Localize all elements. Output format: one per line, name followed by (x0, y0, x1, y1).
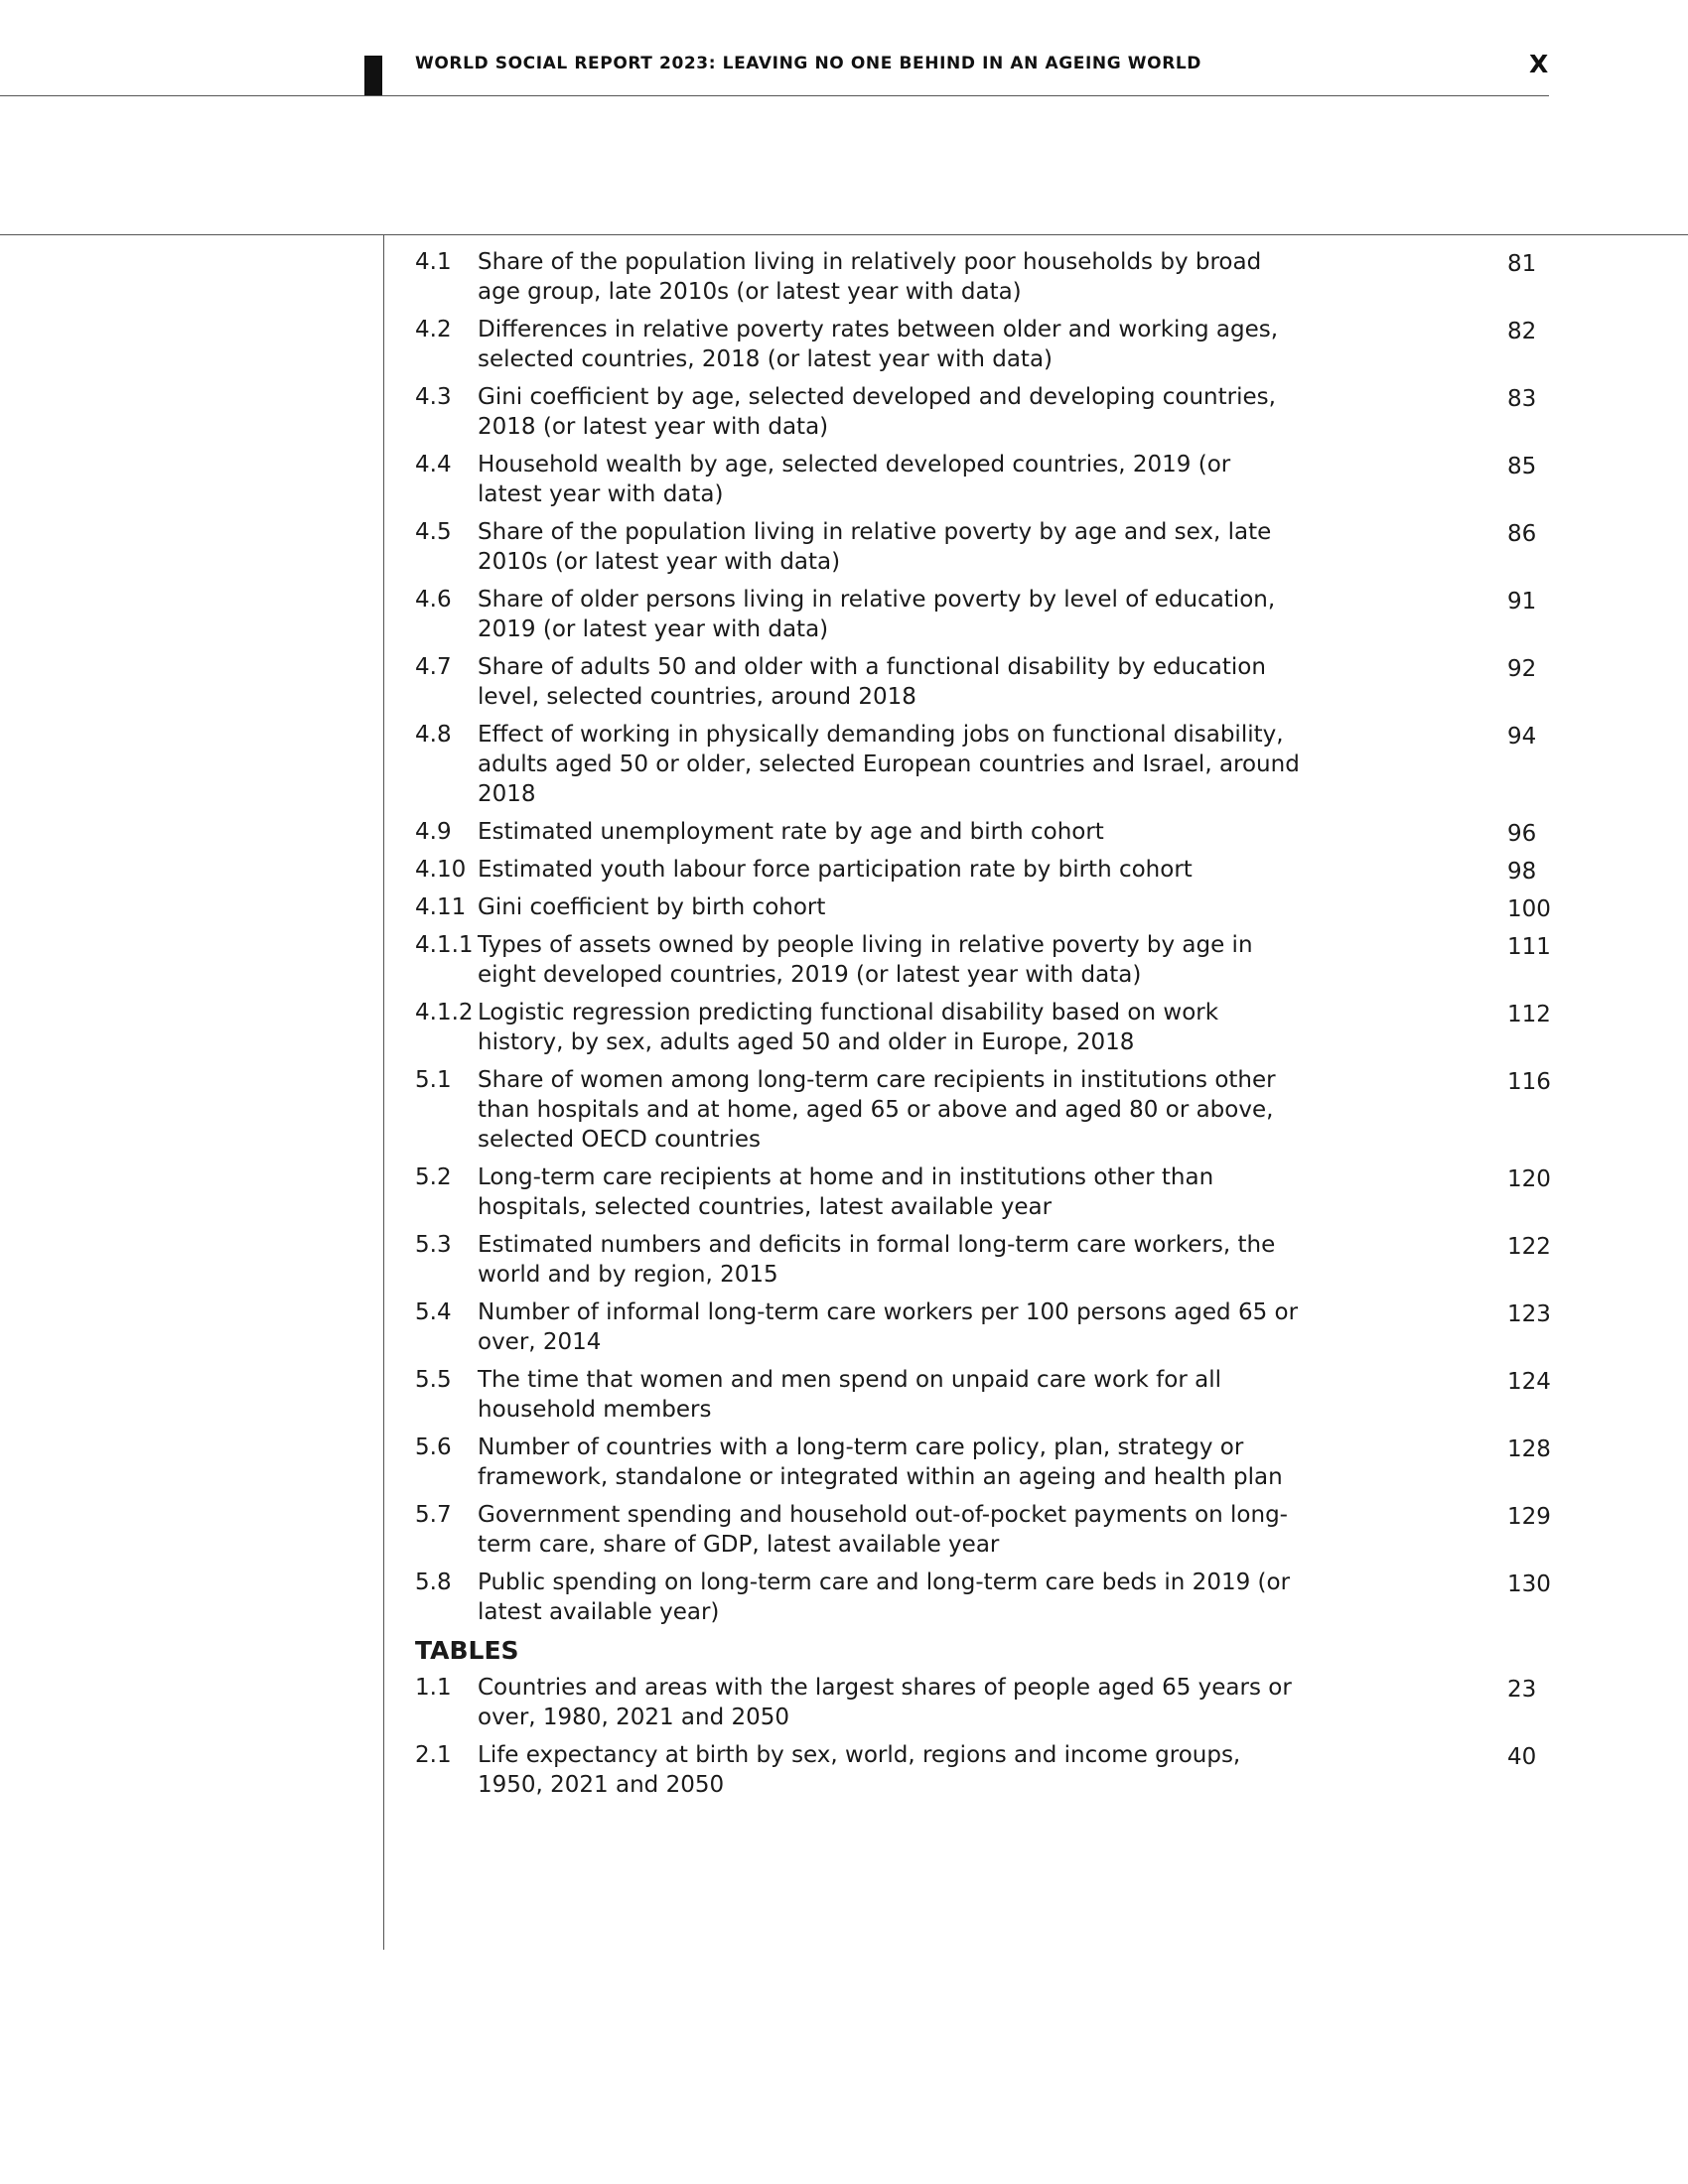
entry-title: Effect of working in physically demanding jobs on functional disability, adults aged 50 or older, selected European countries and Israel, around 2018 (478, 722, 1300, 807)
toc-entry[interactable] (415, 315, 1547, 374)
entry-title: Number of countries with a long-term care policy, plan, strategy or framework, standalone or integrated within an ageing and health plan (478, 1434, 1283, 1490)
entry-number: 4.4 (415, 452, 452, 478)
list-of-figures-and-tables (415, 247, 1551, 1808)
toc-entry[interactable] (415, 855, 1547, 885)
entry-number: 4.10 (415, 857, 467, 883)
entry-title: Household wealth by age, selected developed countries, 2019 (or latest year with data) (478, 452, 1231, 507)
entry-page-number: 130 (1507, 1571, 1551, 1597)
entry-page-number: 123 (1507, 1301, 1551, 1327)
entry-title: Types of assets owned by people living in relative poverty by age in eight developed countries, 2019 (or latest year with data) (478, 932, 1253, 988)
entry-title: Differences in relative poverty rates between older and working ages, selected countries, 2018 (or latest year with data) (478, 317, 1279, 372)
toc-entry[interactable] (415, 1365, 1551, 1425)
entry-title: Estimated numbers and deficits in formal long-term care workers, the world and by region, 2015 (478, 1232, 1276, 1288)
entry-page-number: 91 (1507, 589, 1537, 614)
running-header-title: WORLD SOCIAL REPORT 2023: LEAVING NO ONE BEHIND IN AN AGEING WORLD (415, 54, 1202, 73)
entry-page-number: 124 (1507, 1369, 1551, 1395)
entry-page-number: 40 (1507, 1744, 1537, 1770)
toc-entry[interactable] (415, 450, 1547, 509)
entry-title: Government spending and household out-of-pocket payments on long-term care, share of GDP, latest available year (478, 1502, 1288, 1558)
toc-entry[interactable] (415, 998, 1551, 1057)
entry-number: 4.9 (415, 819, 452, 845)
entry-page-number: 86 (1507, 521, 1537, 547)
entry-title: Gini coefficient by birth cohort (478, 894, 826, 920)
entry-number: 4.7 (415, 654, 452, 680)
entry-page-number: 85 (1507, 454, 1537, 479)
entry-number: 1.1 (415, 1675, 452, 1701)
entry-page-number: 129 (1507, 1504, 1551, 1530)
margin-divider (383, 234, 384, 1950)
section-divider (0, 234, 1688, 235)
tables-heading: TABLES (415, 1636, 519, 1665)
toc-entry[interactable] (415, 930, 1551, 990)
entry-title: Number of informal long-term care workers per 100 persons aged 65 or over, 2014 (478, 1299, 1299, 1355)
toc-entry[interactable] (415, 720, 1547, 809)
page-number: X (1529, 50, 1549, 78)
tables-list (415, 1673, 1547, 1800)
entry-number: 5.8 (415, 1570, 452, 1595)
entry-title: Share of adults 50 and older with a functional disability by education level, selected countries, around 2018 (478, 654, 1266, 710)
entry-number: 4.5 (415, 519, 452, 545)
entry-number: 4.2 (415, 317, 452, 342)
toc-entry[interactable] (415, 585, 1547, 644)
entry-title: Logistic regression predicting functional disability based on work history, by sex, adults aged 50 and older in Europe, 2018 (478, 1000, 1219, 1055)
entry-page-number: 92 (1507, 656, 1537, 682)
entry-number: 4.1.2 (415, 1000, 474, 1025)
entry-page-number: 94 (1507, 724, 1537, 750)
entry-page-number: 96 (1507, 821, 1537, 847)
entry-title: Gini coefficient by age, selected developed and developing countries, 2018 (or latest year with data) (478, 384, 1276, 440)
toc-entry[interactable] (415, 1740, 1547, 1800)
toc-entry[interactable] (415, 817, 1547, 847)
entry-number: 5.1 (415, 1067, 452, 1093)
toc-entry[interactable] (415, 1065, 1551, 1155)
toc-entry[interactable] (415, 382, 1547, 442)
toc-entry[interactable] (415, 1673, 1547, 1732)
toc-entry[interactable] (415, 517, 1547, 577)
entry-number: 4.11 (415, 894, 467, 920)
entry-number: 4.1.1 (415, 932, 474, 958)
entry-page-number: 122 (1507, 1234, 1551, 1260)
entry-page-number: 98 (1507, 859, 1537, 885)
entry-page-number: 128 (1507, 1436, 1551, 1462)
entry-page-number: 82 (1507, 319, 1537, 344)
header-divider (0, 95, 1549, 96)
toc-entry[interactable] (415, 1433, 1551, 1492)
entry-title: Long-term care recipients at home and in institutions other than hospitals, selected countries, latest available year (478, 1164, 1214, 1220)
entry-title: Share of the population living in relative poverty by age and sex, late 2010s (or latest year with data) (478, 519, 1272, 575)
entry-title: Share of older persons living in relative poverty by level of education, 2019 (or latest year with data) (478, 587, 1276, 642)
toc-entry[interactable] (415, 1297, 1551, 1357)
entry-number: 5.7 (415, 1502, 452, 1528)
entry-number: 5.6 (415, 1434, 452, 1460)
entry-title: Share of women among long-term care recipients in institutions other than hospitals and at home, aged 65 or above and aged 80 or above, selected OECD countries (478, 1067, 1276, 1153)
entry-title: Estimated unemployment rate by age and birth cohort (478, 819, 1104, 845)
entry-page-number: 100 (1507, 896, 1551, 922)
toc-entry[interactable] (415, 1162, 1551, 1222)
entry-page-number: 23 (1507, 1677, 1537, 1703)
toc-entry[interactable] (415, 652, 1547, 712)
entry-number: 4.6 (415, 587, 452, 613)
toc-entry[interactable] (415, 1230, 1551, 1290)
entry-page-number: 81 (1507, 251, 1537, 277)
entry-title: Countries and areas with the largest shares of people aged 65 years or over, 1980, 2021 and 2050 (478, 1675, 1292, 1730)
toc-entry[interactable] (415, 892, 1551, 922)
entry-title: The time that women and men spend on unpaid care work for all household members (478, 1367, 1221, 1423)
entry-page-number: 83 (1507, 386, 1537, 412)
toc-entry[interactable] (415, 1568, 1551, 1627)
entry-title: Estimated youth labour force participation rate by birth cohort (478, 857, 1193, 883)
figures-list (415, 247, 1551, 1627)
header-marker (364, 56, 382, 95)
entry-page-number: 116 (1507, 1069, 1551, 1095)
entry-number: 4.1 (415, 249, 452, 275)
entry-number: 4.3 (415, 384, 452, 410)
entry-number: 5.3 (415, 1232, 452, 1258)
entry-page-number: 120 (1507, 1166, 1551, 1192)
entry-number: 5.2 (415, 1164, 452, 1190)
entry-number: 4.8 (415, 722, 452, 748)
toc-entry[interactable] (415, 247, 1547, 307)
entry-number: 5.5 (415, 1367, 452, 1393)
toc-entry[interactable] (415, 1500, 1551, 1560)
entry-page-number: 112 (1507, 1002, 1551, 1027)
entry-page-number: 111 (1507, 934, 1551, 960)
entry-title: Public spending on long-term care and long-term care beds in 2019 (or latest available year) (478, 1570, 1291, 1625)
entry-title: Life expectancy at birth by sex, world, regions and income groups, 1950, 2021 and 2050 (478, 1742, 1241, 1798)
entry-number: 2.1 (415, 1742, 452, 1768)
entry-number: 5.4 (415, 1299, 452, 1325)
entry-title: Share of the population living in relatively poor households by broad age group, late 2010s (or latest year with data) (478, 249, 1262, 305)
